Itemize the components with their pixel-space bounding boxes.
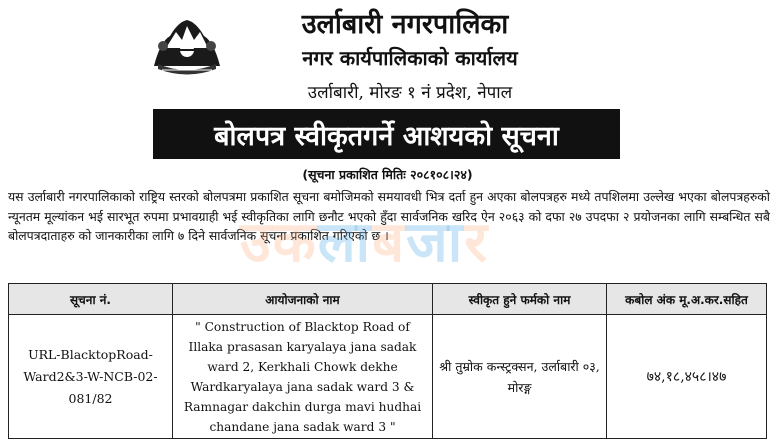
column-header-notice-no: सूचना नं. bbox=[9, 284, 173, 315]
nepal-emblem-icon bbox=[150, 14, 224, 78]
notice-number-cell: URL-BlacktopRoad-Ward2&3-W-NCB-02-081/82 bbox=[9, 315, 173, 439]
notice-header bbox=[0, 0, 775, 108]
office-name: नगर कार्यपालिकाको कार्यालय bbox=[302, 46, 518, 70]
table-row bbox=[9, 315, 767, 439]
column-header-project-name: आयोजनाको नाम bbox=[173, 284, 433, 315]
column-header-firm-name: स्वीकृत हुने फर्मको नाम bbox=[433, 284, 607, 315]
published-date: (सूचना प्रकाशित मितिः २०८१०८।२४) bbox=[302, 167, 473, 182]
project-name-cell: " Construction of Blacktop Road of Illaka prasasan karyalaya jana sadak ward 2, Kerkhali Chowk dekhe Wardkaryalaya jana sadak ward 3 & Ramnagar dakchin durga mavi hudhai chandane jana sadak ward 3 " bbox=[173, 315, 433, 439]
site-watermark: उकलाबजार bbox=[240, 210, 490, 275]
bid-amount-cell: ७४,१८,४५८।४७ bbox=[607, 315, 767, 439]
office-address: उर्लाबारी, मोरङ १ नं प्रदेश, नेपाल bbox=[307, 83, 513, 103]
notice-title: बोलपत्र स्वीकृतगर्ने आशयको सूचना bbox=[214, 120, 559, 152]
table-header-row bbox=[9, 284, 767, 315]
municipality-name: उर्लाबारी नगरपालिका bbox=[301, 9, 509, 40]
notice-title-banner bbox=[153, 109, 620, 159]
firm-name-cell: श्री तुम्रोक कन्स्ट्रक्सन, उर्लाबारी ०३, मोरङ्ग bbox=[433, 315, 607, 439]
bid-acceptance-table bbox=[8, 283, 767, 439]
notice-body: यस उर्लाबारी नगरपालिकाको राष्ट्रिय स्तरको बोलपत्रमा प्रकाशित सूचना बमोजिमको समयावधी भित्र दर्ता हुन अएका बोलपत्रहरु मध्ये तपशिलमा उल्लेख भएका बोलपत्रहरुको न्यूनतम मूल्यांकन भई सारभूत रुपमा प्रभावग्राही भई स्वीकृतिका लागि छनौट भएको हुँदा सार्वजनिक खरिद ऐन २०६३ को दफा २७ उपदफा २ प्रयोजनका लागि सम्बन्धित सबै बोलपत्रदाताहरु को जानकारीका लागि ७ दिने सार्वजनिक सूचना प्रकाशित गरिएको छ । bbox=[8, 189, 770, 244]
column-header-bid-amount: कबोल अंक मू.अ.कर.सहित bbox=[607, 284, 767, 315]
